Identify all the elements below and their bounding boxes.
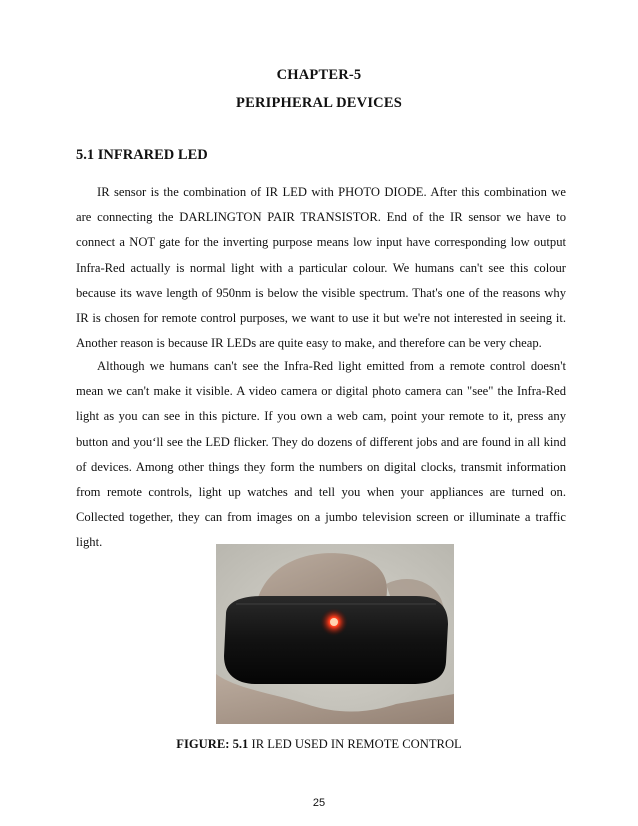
figure-caption <box>0 737 638 752</box>
chapter-number: CHAPTER-5 <box>276 67 362 83</box>
paragraph-1: IR sensor is the combination of IR LED with PHOTO DIODE. After this combination we are connecting the DARLINGTON PAIR TRANSISTOR. End of the IR sensor we have to connect a NOT gate for the inverting purpose means low input have corresponding low output Infra-Red actually is normal light with a particular colour. We humans can't see this colour because its wave length of 950nm is below the visible spectrum. That's one of the reasons why IR is chosen for remote control purposes, we want to use it but we're not interested in seeing it. Another reason is because IR LEDs are quite easy to make, and therefore can be very cheap. <box>76 185 566 351</box>
chapter-title: PERIPHERAL DEVICES <box>236 95 402 111</box>
paragraph-2: Although we humans can't see the Infra-Red light emitted from a remote control doesn't mean we can't make it visible. A video camera or digital photo camera can "see" the Infra-Red light as you can see in this picture. If you own a web cam, point your remote to it, press any button and you‘ll see the LED flicker. They do dozens of different jobs and are found in all kind of devices. Among other things they form the numbers on digital clocks, transmit information from remote controls, light up watches and tell you when your appliances are turned on. Collected together, they can from images on a jumbo television screen or illuminate a traffic light. <box>76 359 566 550</box>
section-heading: 5.1 INFRARED LED <box>76 147 208 163</box>
figure-label: FIGURE: <box>176 737 230 751</box>
page-number: 25 <box>312 797 326 809</box>
figure-caption-text: IR LED USED IN REMOTE CONTROL <box>251 737 462 751</box>
figure-number: 5.1 <box>232 737 249 751</box>
ir-led-remote-photo <box>216 544 454 724</box>
